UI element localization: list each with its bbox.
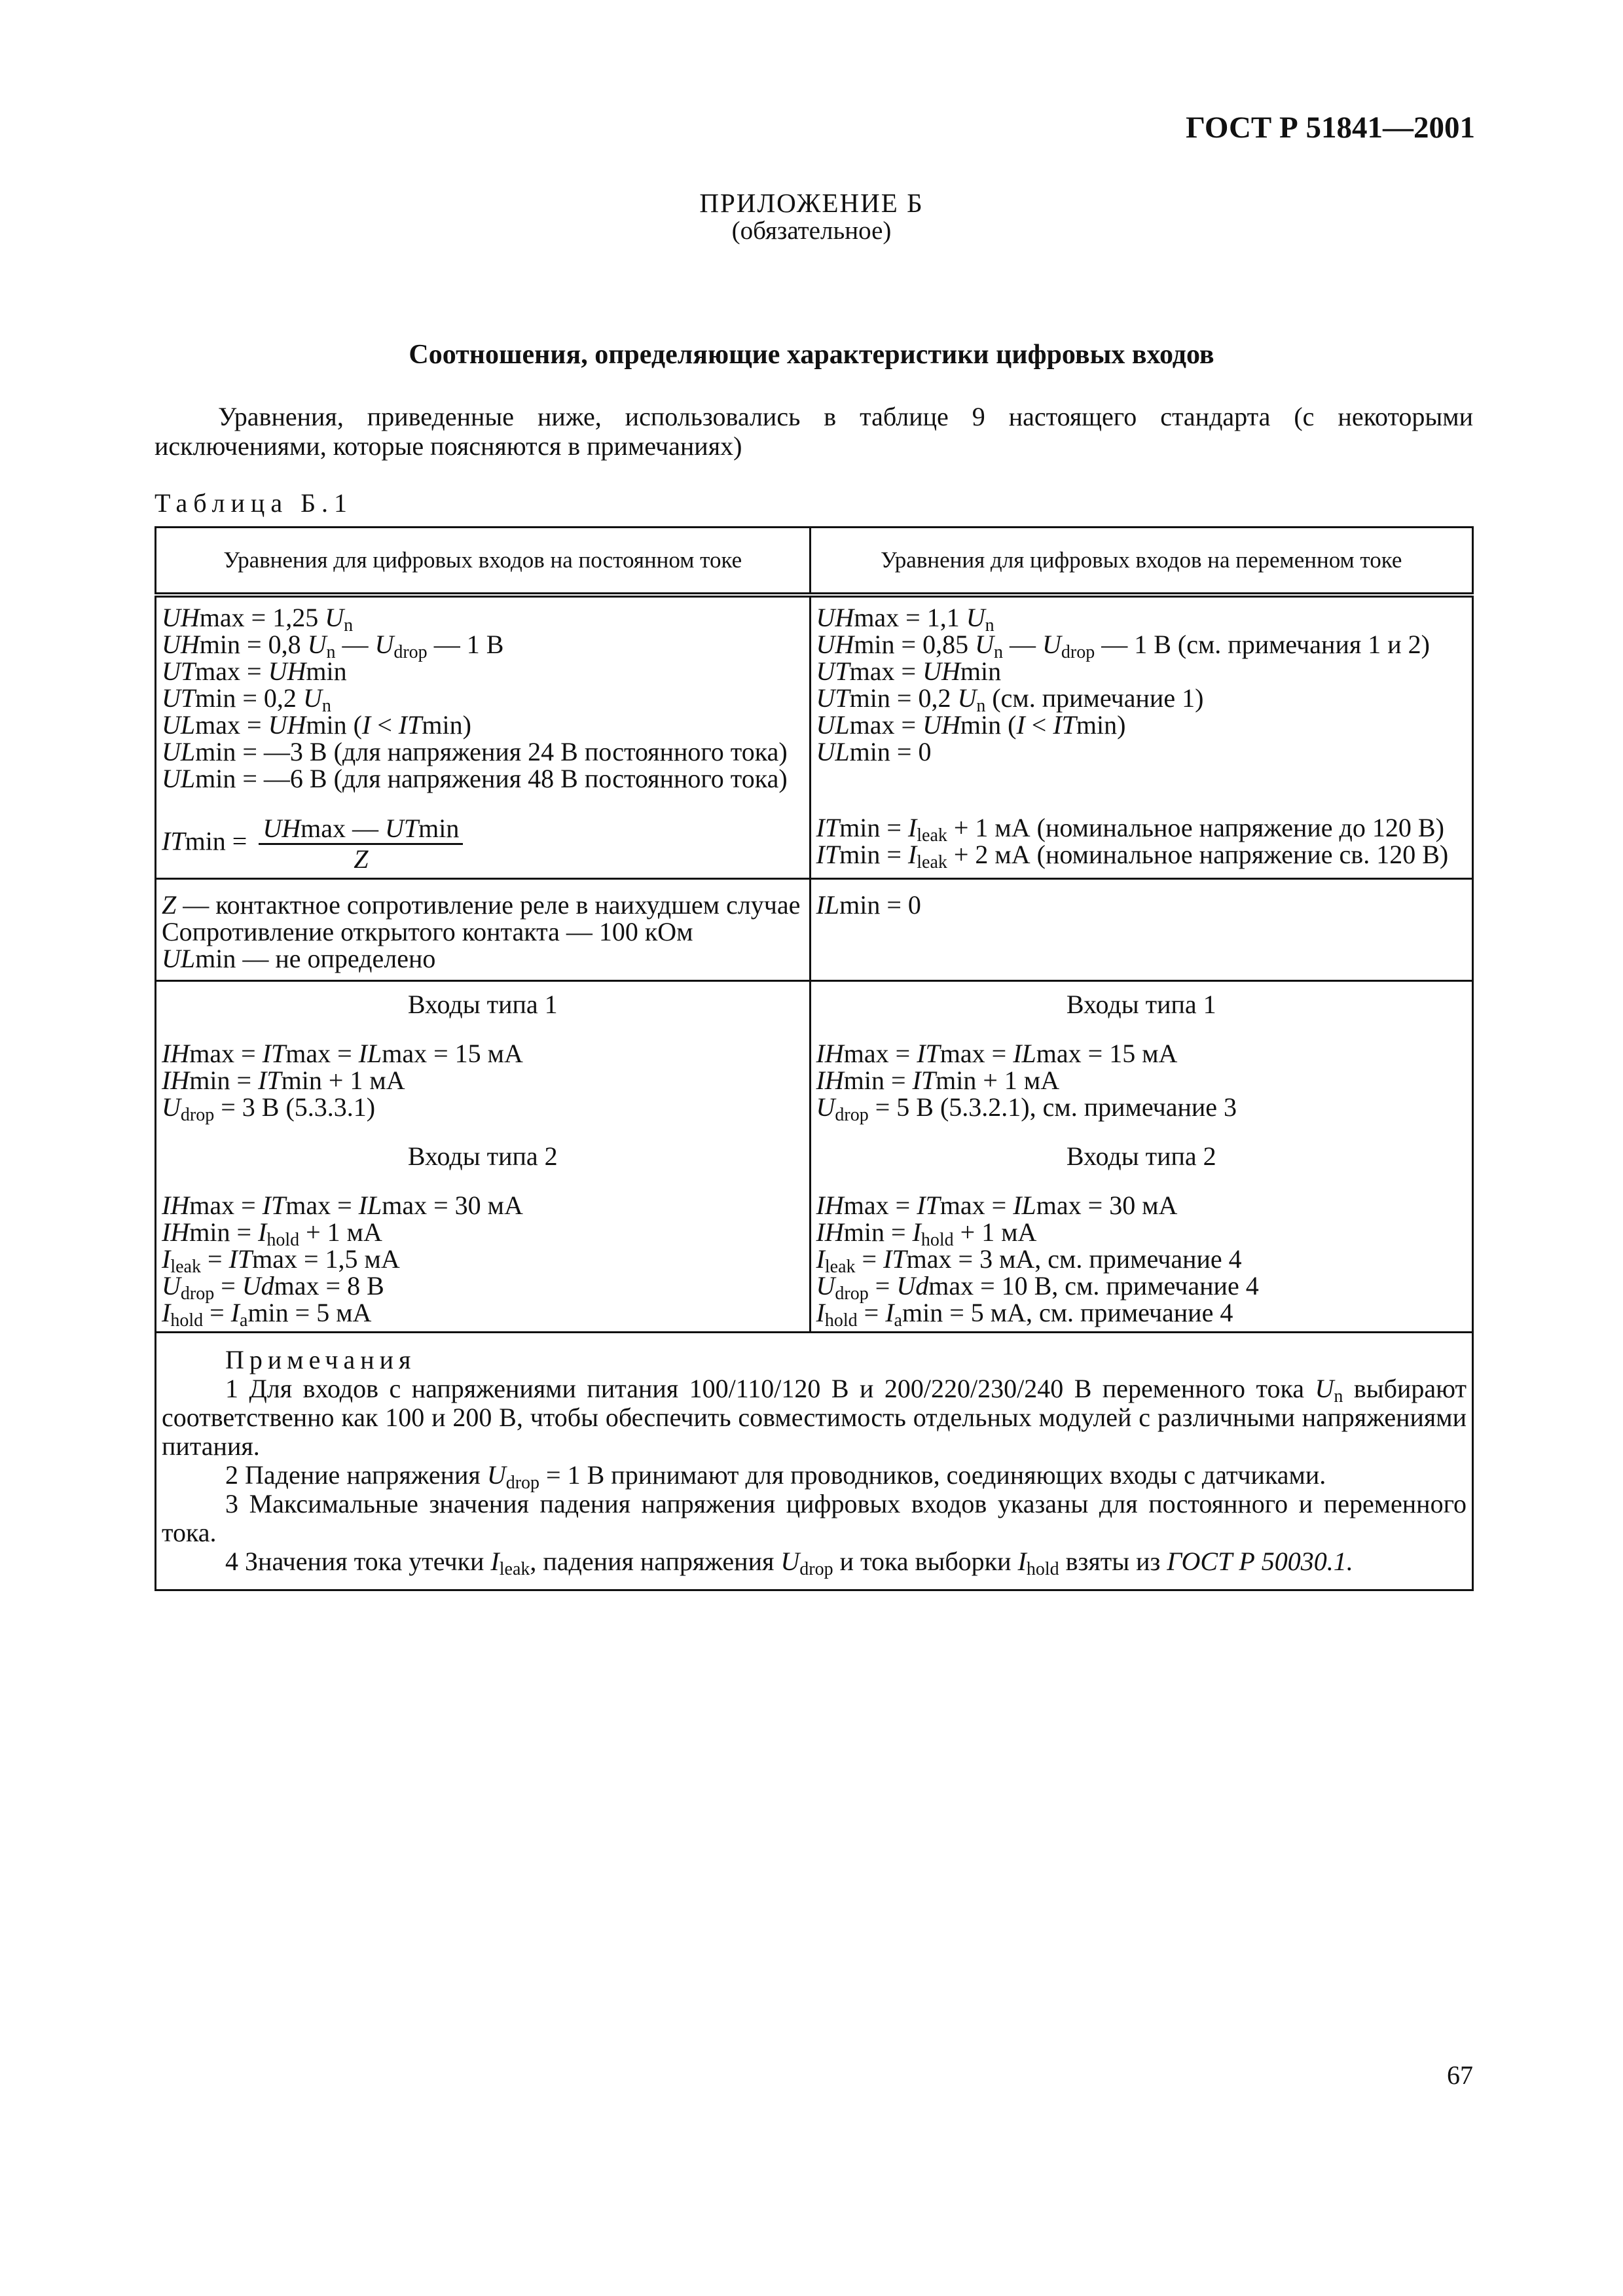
- equation-line: ULmin = 0: [816, 737, 932, 766]
- header-dc: Уравнения для цифровых входов на постоянном токе: [156, 528, 811, 596]
- type1-heading: Входы типа 1: [407, 990, 558, 1019]
- equation-line: $ITmin = I_{leak} + 2$ мА (номинальное напряжение св. 120 В): [816, 840, 1449, 872]
- equation-line: $U_{drop} = 5$ В (5.3.2.1), см. примечание 3: [816, 1092, 1237, 1125]
- note-3: 3 Максимальные значения падения напряжения цифровых входов указаны для постоянного и переменного тока.: [162, 1489, 1467, 1547]
- equation-line: $I_{leak} = ITmax = 1,5$ мА: [162, 1244, 400, 1277]
- appendix-title: ПРИЛОЖЕНИЕ Б: [699, 188, 924, 218]
- ac-types-cell: [810, 981, 1472, 1333]
- fraction: [259, 814, 463, 874]
- fraction-equation: ITmin = $\frac{UHmax — UTmin}{Z}$: [162, 814, 804, 874]
- equation-line: $ITmin = I_{leak} + 1$ мА (номинальное напряжение до 120 В): [816, 813, 1444, 846]
- table-row: [156, 1333, 1473, 1590]
- equation-line: $IHmin = I_{hold} + 1$ мА: [162, 1217, 382, 1250]
- note-4: 4 Значения тока утечки $I_{leak}$, падения напряжения $U_{drop}$ и тока выборки $I_{hold}$ взяты из ГОСТ Р 50030.1.: [225, 1547, 1353, 1579]
- fraction-numerator: UHmax — UTmin: [259, 814, 463, 845]
- text-line: ULmin — не определено: [162, 944, 436, 973]
- equation-line: ULmax = UHmin (I < ITmin): [162, 710, 471, 740]
- table-caption: Таблица Б.1: [155, 488, 354, 518]
- dc-contact-cell: [156, 879, 811, 981]
- equation-line: UTmax = UHmin: [816, 656, 1002, 686]
- note-1: 1 Для входов с напряжениями питания 100/110/120 В и 200/220/230/240 В переменного тока $U_n$ выбирают соответственно как 100 и 200 В, чтобы обеспечить совместимость отдельных модулей с различными напряжениями питания.: [162, 1374, 1467, 1461]
- type1-heading: Входы типа 1: [1066, 990, 1216, 1019]
- appendix-subtitle: (обязательное): [731, 217, 892, 245]
- standard-number: ГОСТ Р 51841—2001: [1186, 111, 1475, 145]
- equation-line: UTmin = 0,2 $U_n$ (см. примечание 1): [816, 683, 1204, 716]
- equation-line: $U_{drop} = 3$ В (5.3.3.1): [162, 1092, 376, 1125]
- equation-line: $U_{drop} = Udmax = 10$ В, см. примечание 4: [816, 1271, 1259, 1304]
- notes-cell: [156, 1333, 1473, 1590]
- equation-line: $U_{drop} = Udmax = 8$ В: [162, 1271, 384, 1304]
- type2-heading: Входы типа 2: [407, 1141, 558, 1171]
- equation-line: IHmax = ITmax = ILmax = 15 мА: [162, 1039, 523, 1068]
- text-line: Сопротивление открытого контакта — 100 кОм: [162, 917, 693, 946]
- equation-line: IHmax = ITmax = ILmax = 15 мА: [816, 1039, 1178, 1068]
- equation-line: UHmin = 0,85 $U_n$ — $U_{drop}$ — 1 В (см. примечания 1 и 2): [816, 630, 1430, 662]
- equation-line: IHmin = ITmin + 1 мА: [162, 1066, 405, 1095]
- table-row: [156, 879, 1473, 981]
- equation-line: UTmax = UHmin: [162, 656, 347, 686]
- table-row: [156, 981, 1473, 1333]
- note-2: 2 Падение напряжения $U_{drop} = 1$ В принимают для проводников, соединяющих входы с датчиками.: [225, 1460, 1326, 1493]
- type2-heading: Входы типа 2: [1066, 1141, 1216, 1171]
- equation-line: UHmax = 1,1 $U_n$: [816, 603, 994, 636]
- equations-table: [155, 526, 1474, 1591]
- equation-line: ULmin = —6 В (для напряжения 48 В постоянного тока): [162, 764, 788, 793]
- section-heading: Соотношения, определяющие характеристики цифровых входов: [409, 340, 1214, 370]
- ac-contact-cell: [810, 879, 1472, 981]
- text-line: Z — контактное сопротивление реле в наихудшем случае: [162, 890, 801, 920]
- equation-line: IHmax = ITmax = ILmax = 30 мА: [816, 1191, 1178, 1220]
- equation-line: ULmin = —3 В (для напряжения 24 В постоянного тока): [162, 737, 788, 766]
- page-number: 67: [1447, 2060, 1473, 2090]
- equation-line: IHmax = ITmax = ILmax = 30 мА: [162, 1191, 523, 1220]
- equation-line: $I_{leak} = ITmax = 3$ мА, см. примечание 4: [816, 1244, 1242, 1277]
- table-row: [156, 595, 1473, 879]
- equation-line: ULmax = UHmin (I < ITmin): [816, 710, 1126, 740]
- equation-line: UHmin = 0,8 $U_n$ — $U_{drop}$ — 1 В: [162, 630, 504, 662]
- notes-title: Примечания: [225, 1345, 416, 1374]
- ac-equations-cell: [810, 595, 1472, 879]
- table-header-row: [156, 528, 1473, 596]
- dc-types-cell: [156, 981, 811, 1333]
- header-ac: Уравнения для цифровых входов на переменном токе: [810, 528, 1472, 596]
- equation-line: $I_{hold} = I_a\min = 5$ мА: [162, 1298, 372, 1331]
- equation-line: IHmin = ITmin + 1 мА: [816, 1066, 1060, 1095]
- equation-line: $IHmin = I_{hold} + 1$ мА: [816, 1217, 1037, 1250]
- equation-line: UTmin = 0,2 $U_n$: [162, 683, 331, 716]
- intro-paragraph: Уравнения, приведенные ниже, использовались в таблице 9 настоящего стандарта (с некоторыми исключениями, которые поясняются в примечаниях): [155, 402, 1473, 461]
- fraction-denominator: Z: [354, 844, 369, 874]
- dc-equations-cell: [156, 595, 811, 879]
- equation-line: $I_{hold} = I_a\min = 5$ мА, см. примечание 4: [816, 1298, 1233, 1331]
- equation-line: ILmin = 0: [816, 890, 921, 920]
- equation-line: UHmax = 1,25 $U_n$: [162, 603, 354, 636]
